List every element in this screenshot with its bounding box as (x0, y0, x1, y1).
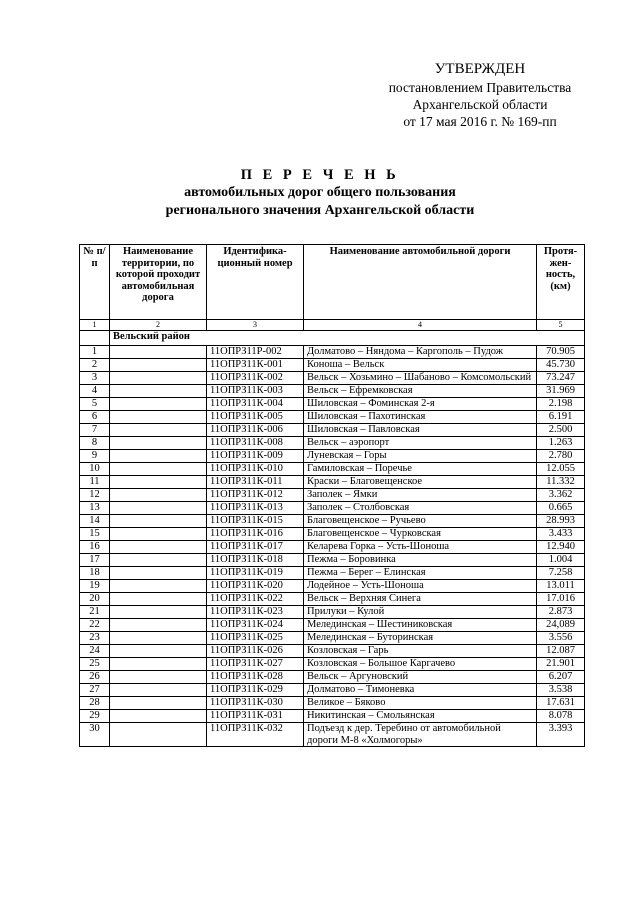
table-row (80, 476, 585, 489)
table-row (80, 528, 585, 541)
row-territory (110, 593, 207, 606)
row-number: 10 (80, 463, 110, 476)
table-row (80, 723, 585, 747)
row-identifier: 11ОПРЗ11К-008 (207, 437, 304, 450)
row-territory (110, 476, 207, 489)
row-road-name: Заполек – Ямки (304, 489, 537, 502)
row-identifier: 11ОПРЗ11Р-002 (207, 346, 304, 359)
row-road-name: Вельск – Верхняя Синега (304, 593, 537, 606)
row-length: 13.011 (537, 580, 585, 593)
header-territory: Наименование территории, по которой проходит автомобильная дорога (110, 245, 207, 320)
row-number: 26 (80, 671, 110, 684)
row-length: 6.191 (537, 411, 585, 424)
row-identifier: 11ОПРЗ11К-019 (207, 567, 304, 580)
table-row (80, 554, 585, 567)
row-road-name: Гамиловская – Поречье (304, 463, 537, 476)
row-territory (110, 411, 207, 424)
table-row (80, 580, 585, 593)
row-length: 73.247 (537, 372, 585, 385)
roads-table (79, 244, 585, 747)
row-number: 14 (80, 515, 110, 528)
row-road-name: Долматово – Тимоневка (304, 684, 537, 697)
row-road-name: Прилуки – Кулой (304, 606, 537, 619)
table-body (80, 320, 585, 747)
row-territory (110, 554, 207, 567)
row-territory (110, 502, 207, 515)
column-number: 2 (110, 320, 207, 331)
row-territory (110, 346, 207, 359)
row-length: 28.993 (537, 515, 585, 528)
row-road-name: Вельск – Хозьмино – Шабаново – Комсомольский (304, 372, 537, 385)
row-length: 8.078 (537, 710, 585, 723)
row-number: 13 (80, 502, 110, 515)
row-number: 16 (80, 541, 110, 554)
table-row (80, 593, 585, 606)
column-number: 5 (537, 320, 585, 331)
table-row (80, 450, 585, 463)
table-row (80, 437, 585, 450)
table-row (80, 697, 585, 710)
row-length: 24,089 (537, 619, 585, 632)
row-length: 12.087 (537, 645, 585, 658)
row-identifier: 11ОПРЗ11К-013 (207, 502, 304, 515)
approval-line-1: постановлением Правительства (388, 80, 572, 95)
table-row (80, 398, 585, 411)
row-number: 28 (80, 697, 110, 710)
column-number: 3 (207, 320, 304, 331)
row-identifier: 11ОПРЗ11К-002 (207, 372, 304, 385)
row-identifier: 11ОПРЗ11К-012 (207, 489, 304, 502)
district-name: Вельский район (110, 331, 585, 346)
row-length: 7.258 (537, 567, 585, 580)
row-road-name: Вельск – аэропорт (304, 437, 537, 450)
row-territory (110, 385, 207, 398)
table-row (80, 632, 585, 645)
header-length: Протя-жен-ность, (км) (537, 245, 585, 320)
approval-title: УТВЕРЖДЕН (434, 61, 526, 77)
approval-block (330, 60, 630, 130)
table-row (80, 567, 585, 580)
table-row (80, 346, 585, 359)
row-identifier: 11ОПРЗ11К-001 (207, 359, 304, 372)
row-identifier: 11ОПРЗ11К-025 (207, 632, 304, 645)
row-identifier: 11ОПРЗ11К-020 (207, 580, 304, 593)
table-row (80, 463, 585, 476)
row-territory (110, 372, 207, 385)
row-territory (110, 450, 207, 463)
table-row (80, 645, 585, 658)
row-length: 17.016 (537, 593, 585, 606)
column-number: 1 (80, 320, 110, 331)
row-length: 45.730 (537, 359, 585, 372)
header-road-name: Наименование автомобильной дороги (304, 245, 537, 320)
row-road-name: Никитинская – Смольянская (304, 710, 537, 723)
row-number: 29 (80, 710, 110, 723)
row-length: 12.055 (537, 463, 585, 476)
row-number: 2 (80, 359, 110, 372)
row-road-name: Лодейное – Усть-Шоноша (304, 580, 537, 593)
row-road-name: Мелединская – Буторинская (304, 632, 537, 645)
row-length: 1.263 (537, 437, 585, 450)
row-number: 3 (80, 372, 110, 385)
row-identifier: 11ОПРЗ11К-011 (207, 476, 304, 489)
row-number: 30 (80, 723, 110, 747)
row-length: 70.905 (537, 346, 585, 359)
row-road-name: Пежма – Берег – Елинская (304, 567, 537, 580)
row-length: 3.362 (537, 489, 585, 502)
row-identifier: 11ОПРЗ11К-004 (207, 398, 304, 411)
table-row (80, 489, 585, 502)
row-territory (110, 723, 207, 747)
row-number: 17 (80, 554, 110, 567)
row-length: 17.631 (537, 697, 585, 710)
row-identifier: 11ОПРЗ11К-032 (207, 723, 304, 747)
table-row (80, 671, 585, 684)
row-territory (110, 580, 207, 593)
row-length: 31.969 (537, 385, 585, 398)
row-road-name: Шиловская – Фоминская 2-я (304, 398, 537, 411)
row-length: 2.500 (537, 424, 585, 437)
row-length: 3.433 (537, 528, 585, 541)
row-road-name: Вельск – Ефремковская (304, 385, 537, 398)
row-identifier: 11ОПРЗ11К-018 (207, 554, 304, 567)
row-number: 6 (80, 411, 110, 424)
table-header (80, 245, 585, 320)
row-number: 4 (80, 385, 110, 398)
row-road-name: Келарева Горка – Усть-Шоноша (304, 541, 537, 554)
row-identifier: 11ОПРЗ11К-009 (207, 450, 304, 463)
row-number: 21 (80, 606, 110, 619)
document-heading (0, 166, 640, 220)
row-territory (110, 684, 207, 697)
column-number-row (80, 320, 585, 331)
row-road-name: Козловская – Гарь (304, 645, 537, 658)
row-identifier: 11ОПРЗ11К-016 (207, 528, 304, 541)
document-subtitle-2: регионального значения Архангельской области (165, 203, 475, 218)
row-identifier: 11ОПРЗ11К-015 (207, 515, 304, 528)
row-number: 24 (80, 645, 110, 658)
row-identifier: 11ОПРЗ11К-029 (207, 684, 304, 697)
row-road-name: Коноша – Вельск (304, 359, 537, 372)
row-territory (110, 632, 207, 645)
row-length: 21.901 (537, 658, 585, 671)
row-road-name: Благовещенское – Чурковская (304, 528, 537, 541)
row-identifier: 11ОПРЗ11К-017 (207, 541, 304, 554)
row-identifier: 11ОПРЗ11К-027 (207, 658, 304, 671)
approval-line-3: от 17 мая 2016 г. № 169-пп (403, 114, 557, 129)
row-number: 22 (80, 619, 110, 632)
row-length: 0.665 (537, 502, 585, 515)
row-territory (110, 398, 207, 411)
table-row (80, 619, 585, 632)
row-length: 2.780 (537, 450, 585, 463)
row-territory (110, 463, 207, 476)
table-row (80, 372, 585, 385)
row-territory (110, 528, 207, 541)
row-number: 19 (80, 580, 110, 593)
table-row (80, 424, 585, 437)
row-number: 18 (80, 567, 110, 580)
row-road-name: Краски – Благовещенское (304, 476, 537, 489)
document-subtitle-1: автомобильных дорог общего пользования (184, 185, 456, 200)
row-road-name: Мелединская – Шестиниковская (304, 619, 537, 632)
row-length: 3.393 (537, 723, 585, 747)
row-length: 2.198 (537, 398, 585, 411)
row-road-name: Луневская – Горы (304, 450, 537, 463)
table-row (80, 541, 585, 554)
row-identifier: 11ОПРЗ11К-022 (207, 593, 304, 606)
row-identifier: 11ОПРЗ11К-003 (207, 385, 304, 398)
row-road-name: Заполек – Столбовская (304, 502, 537, 515)
row-road-name: Долматово – Няндома – Каргополь – Пудож (304, 346, 537, 359)
header-identifier: Идентифика-ционный номер (207, 245, 304, 320)
row-identifier: 11ОПРЗ11К-023 (207, 606, 304, 619)
column-number: 4 (304, 320, 537, 331)
row-territory (110, 515, 207, 528)
district-row (80, 331, 585, 346)
row-identifier: 11ОПРЗ11К-030 (207, 697, 304, 710)
row-length: 1.004 (537, 554, 585, 567)
table-row (80, 684, 585, 697)
table-row (80, 502, 585, 515)
row-territory (110, 359, 207, 372)
table-row (80, 710, 585, 723)
row-number: 27 (80, 684, 110, 697)
row-identifier: 11ОПРЗ11К-010 (207, 463, 304, 476)
row-territory (110, 645, 207, 658)
row-territory (110, 619, 207, 632)
row-length: 12.940 (537, 541, 585, 554)
row-territory (110, 489, 207, 502)
row-length: 2.873 (537, 606, 585, 619)
row-number: 25 (80, 658, 110, 671)
row-road-name: Вельск – Аргуновский (304, 671, 537, 684)
row-territory (110, 424, 207, 437)
row-territory (110, 437, 207, 450)
document-title: П Е Р Е Ч Е Н Ь (240, 167, 400, 183)
table-row (80, 658, 585, 671)
row-identifier: 11ОПРЗ11К-024 (207, 619, 304, 632)
row-territory (110, 567, 207, 580)
row-number: 11 (80, 476, 110, 489)
row-road-name: Благовещенское – Ручьево (304, 515, 537, 528)
row-identifier: 11ОПРЗ11К-031 (207, 710, 304, 723)
row-number: 12 (80, 489, 110, 502)
table-row (80, 606, 585, 619)
table-row (80, 385, 585, 398)
row-number: 5 (80, 398, 110, 411)
row-number: 8 (80, 437, 110, 450)
row-territory (110, 606, 207, 619)
row-territory (110, 541, 207, 554)
row-number: 23 (80, 632, 110, 645)
row-length: 11.332 (537, 476, 585, 489)
row-identifier: 11ОПРЗ11К-006 (207, 424, 304, 437)
row-length: 3.538 (537, 684, 585, 697)
table-row (80, 411, 585, 424)
row-number: 15 (80, 528, 110, 541)
row-road-name: Шиловская – Пахотинская (304, 411, 537, 424)
row-number: 9 (80, 450, 110, 463)
row-territory (110, 697, 207, 710)
row-road-name: Шиловская – Павловская (304, 424, 537, 437)
header-number: № п/п (80, 245, 110, 320)
row-number: 20 (80, 593, 110, 606)
row-road-name: Подъезд к дер. Теребино от автомобильной дороги М-8 «Холмогоры» (304, 723, 537, 747)
row-number: 1 (80, 346, 110, 359)
row-territory (110, 671, 207, 684)
row-territory (110, 710, 207, 723)
row-identifier: 11ОПРЗ11К-026 (207, 645, 304, 658)
row-length: 6.207 (537, 671, 585, 684)
row-road-name: Пежма – Боровинка (304, 554, 537, 567)
row-identifier: 11ОПРЗ11К-028 (207, 671, 304, 684)
row-road-name: Великое – Бяково (304, 697, 537, 710)
row-identifier: 11ОПРЗ11К-005 (207, 411, 304, 424)
row-number: 7 (80, 424, 110, 437)
row-road-name: Козловская – Большое Каргачево (304, 658, 537, 671)
row-territory (110, 658, 207, 671)
approval-line-2: Архангельской области (412, 97, 548, 112)
table-row (80, 515, 585, 528)
row-length: 3.556 (537, 632, 585, 645)
table-row (80, 359, 585, 372)
